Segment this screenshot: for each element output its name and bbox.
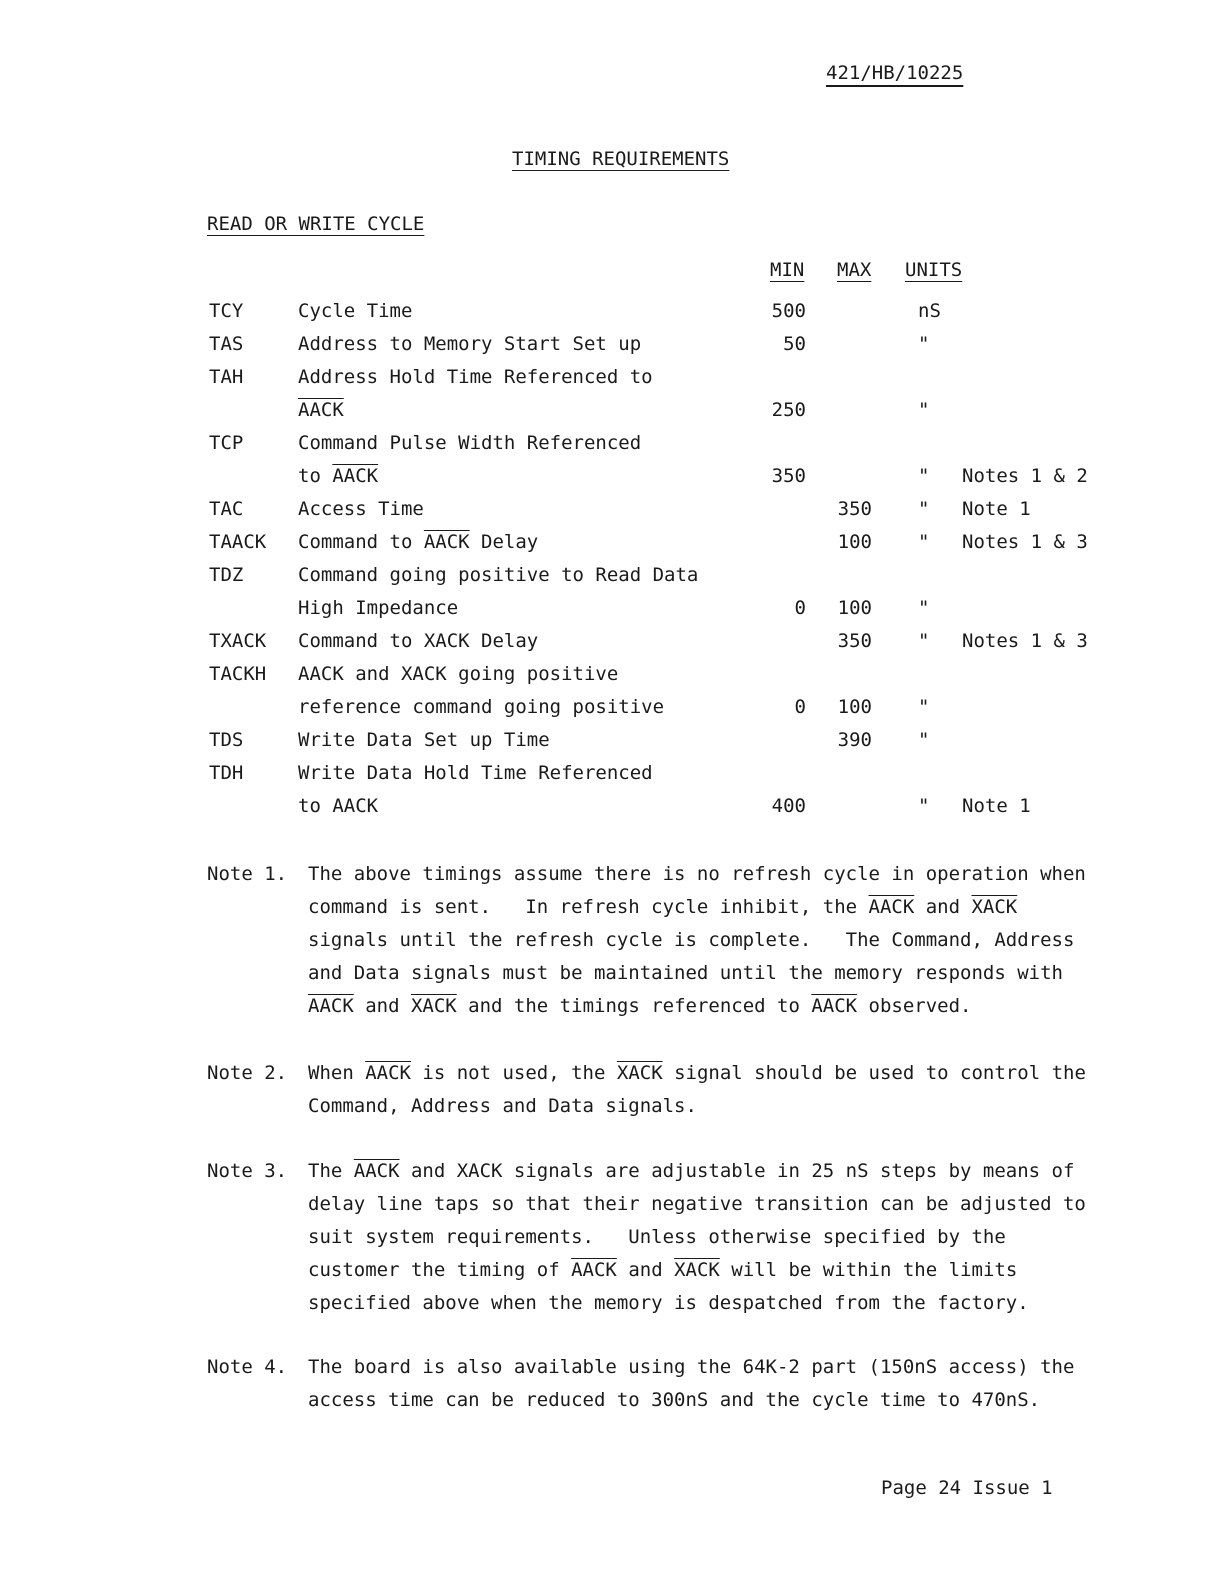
row-description: reference command going positive [298, 696, 665, 718]
signal-name-overlined: XACK [971, 896, 1018, 918]
note-text: The [308, 1160, 354, 1182]
row-description: High Impedance [298, 597, 459, 619]
row-min: 400 [771, 795, 806, 817]
row-min: 350 [771, 465, 806, 487]
note-3 [207, 1160, 1107, 1325]
note-text: command is sent. In refresh cycle inhibit, the [308, 896, 869, 918]
row-units: " [918, 498, 930, 520]
note-text: and [616, 1259, 675, 1281]
row-description: Write Data Hold Time Referenced [298, 762, 653, 784]
table-row [0, 366, 1224, 399]
column-header-max: MAX [837, 259, 872, 281]
note-line [308, 929, 1074, 951]
note-text: is not used, the [410, 1062, 617, 1084]
row-description: to AACK [298, 795, 379, 817]
row-symbol: TCY [209, 300, 244, 322]
row-max: 100 [837, 597, 872, 619]
note-line [308, 1292, 1029, 1314]
document-reference: 421/HB/10225 [826, 62, 964, 84]
table-row [0, 630, 1224, 663]
column-header-min: MIN [770, 259, 805, 281]
row-description: Address to Memory Start Set up [298, 333, 642, 355]
row-units: " [918, 696, 930, 718]
signal-name-overlined: XACK [674, 1259, 720, 1281]
table-row [0, 762, 1224, 795]
row-max: 390 [837, 729, 872, 751]
note-line [308, 1259, 1017, 1281]
note-line [308, 1356, 1074, 1378]
signal-name-overlined: AACK [868, 896, 915, 918]
note-label: Note 1. [207, 863, 288, 885]
row-max: 100 [837, 696, 872, 718]
signal-name-overlined: AACK [308, 995, 354, 1017]
note-line [308, 962, 1063, 984]
column-header-units: UNITS [905, 259, 963, 281]
signal-name-overlined: AACK [332, 465, 379, 487]
note-label: Note 4. [207, 1356, 288, 1378]
table-row [0, 333, 1224, 366]
signal-name-overlined: AACK [423, 531, 470, 553]
row-min: 50 [783, 333, 806, 355]
note-text: customer the timing of [308, 1259, 572, 1281]
page-footer: Page 24 Issue 1 [881, 1477, 1053, 1499]
row-note-ref: Notes 1 & 2 [962, 465, 1088, 487]
note-line [308, 1095, 697, 1117]
note-text: and [914, 896, 972, 918]
table-row [0, 597, 1224, 630]
row-units: " [918, 729, 930, 751]
note-line [308, 995, 972, 1017]
table-row [0, 300, 1224, 333]
row-units: " [918, 465, 930, 487]
note-text: Command, Address and Data signals. [308, 1095, 697, 1117]
row-symbol: TACKH [209, 663, 267, 685]
row-symbol: TAH [209, 366, 244, 388]
row-max: 350 [837, 498, 872, 520]
row-min: 0 [794, 597, 806, 619]
note-line [308, 1193, 1086, 1215]
row-description [298, 465, 378, 487]
note-text: and the timings referenced to [456, 995, 812, 1017]
signal-name-overlined: AACK [811, 995, 858, 1017]
signal-name-overlined: XACK [410, 995, 457, 1017]
note-text: and [353, 995, 411, 1017]
row-units: " [918, 597, 930, 619]
note-line [308, 1062, 1086, 1084]
note-line [308, 1389, 1040, 1411]
note-text: observed. [857, 995, 972, 1017]
table-row [0, 795, 1224, 828]
note-text: and Data signals must be maintained until the memory responds with [308, 962, 1063, 984]
signal-name-overlined: AACK [353, 1160, 400, 1182]
row-symbol: TDS [209, 729, 244, 751]
table-row [0, 531, 1224, 564]
row-description-part: Delay [469, 531, 539, 553]
row-description-part: to [298, 465, 333, 487]
row-min: 500 [771, 300, 806, 322]
note-1 [207, 863, 1107, 1028]
row-min: 250 [771, 399, 806, 421]
signal-name-overlined: XACK [616, 1062, 663, 1084]
note-line [308, 1160, 1074, 1182]
row-description: AACK and XACK going positive [298, 663, 619, 685]
row-units: " [918, 333, 930, 355]
row-symbol: TDZ [209, 564, 244, 586]
row-symbol: TAACK [209, 531, 267, 553]
note-text: will be within the limits [719, 1259, 1018, 1281]
page-title: TIMING REQUIREMENTS [512, 148, 730, 170]
note-text: suit system requirements. Unless otherwise specified by the [308, 1226, 1006, 1248]
row-description: Command to XACK Delay [298, 630, 539, 652]
row-description [298, 399, 344, 421]
row-symbol: TAC [209, 498, 244, 520]
row-note-ref: Note 1 [962, 795, 1031, 817]
row-units: " [918, 630, 930, 652]
row-description: Write Data Set up Time [298, 729, 550, 751]
row-note-ref: Notes 1 & 3 [962, 630, 1088, 652]
signal-name-overlined: AACK [571, 1259, 617, 1281]
note-2 [207, 1062, 1107, 1128]
note-label: Note 3. [207, 1160, 288, 1182]
note-text: and XACK signals are adjustable in 25 nS steps by means of [399, 1160, 1075, 1182]
note-text: When [308, 1062, 366, 1084]
row-description: Cycle Time [298, 300, 413, 322]
table-row [0, 432, 1224, 465]
row-description: Access Time [298, 498, 424, 520]
note-text: specified above when the memory is despatched from the factory. [308, 1292, 1029, 1314]
table-row [0, 498, 1224, 531]
row-symbol: TXACK [209, 630, 267, 652]
row-symbol: TDH [209, 762, 244, 784]
row-min: 0 [794, 696, 806, 718]
note-label: Note 2. [207, 1062, 288, 1084]
row-units: nS [918, 300, 941, 322]
note-line [308, 863, 1086, 885]
note-text: delay line taps so that their negative transition can be adjusted to [308, 1193, 1086, 1215]
signal-name-overlined: AACK [365, 1062, 411, 1084]
table-row [0, 696, 1224, 729]
signal-name-overlined: AACK [298, 399, 344, 421]
row-symbol: TCP [209, 432, 244, 454]
table-row [0, 465, 1224, 498]
note-text: access time can be reduced to 300nS and the cycle time to 470nS. [308, 1389, 1041, 1411]
row-units: " [918, 531, 930, 553]
row-max: 100 [837, 531, 872, 553]
note-text: The above timings assume there is no refresh cycle in operation when [308, 863, 1086, 885]
row-units: " [918, 795, 930, 817]
row-description [298, 531, 538, 553]
table-row [0, 564, 1224, 597]
row-max: 350 [837, 630, 872, 652]
note-text: The board is also available using the 64K-2 part (150nS access) the [308, 1356, 1075, 1378]
note-text: signal should be used to control the [662, 1062, 1086, 1084]
section-heading: READ OR WRITE CYCLE [207, 213, 425, 235]
note-4 [207, 1356, 1107, 1422]
table-row [0, 663, 1224, 696]
table-row [0, 399, 1224, 432]
row-symbol: TAS [209, 333, 244, 355]
note-line [308, 1226, 1006, 1248]
row-description-part: Command to [298, 531, 424, 553]
table-row [0, 729, 1224, 762]
note-text: signals until the refresh cycle is complete. The Command, Address [308, 929, 1075, 951]
row-description: Command going positive to Read Data [298, 564, 699, 586]
row-note-ref: Notes 1 & 3 [962, 531, 1088, 553]
row-description: Address Hold Time Referenced to [298, 366, 653, 388]
row-description: Command Pulse Width Referenced [298, 432, 642, 454]
note-line [308, 896, 1017, 918]
row-units: " [918, 399, 930, 421]
row-note-ref: Note 1 [962, 498, 1031, 520]
